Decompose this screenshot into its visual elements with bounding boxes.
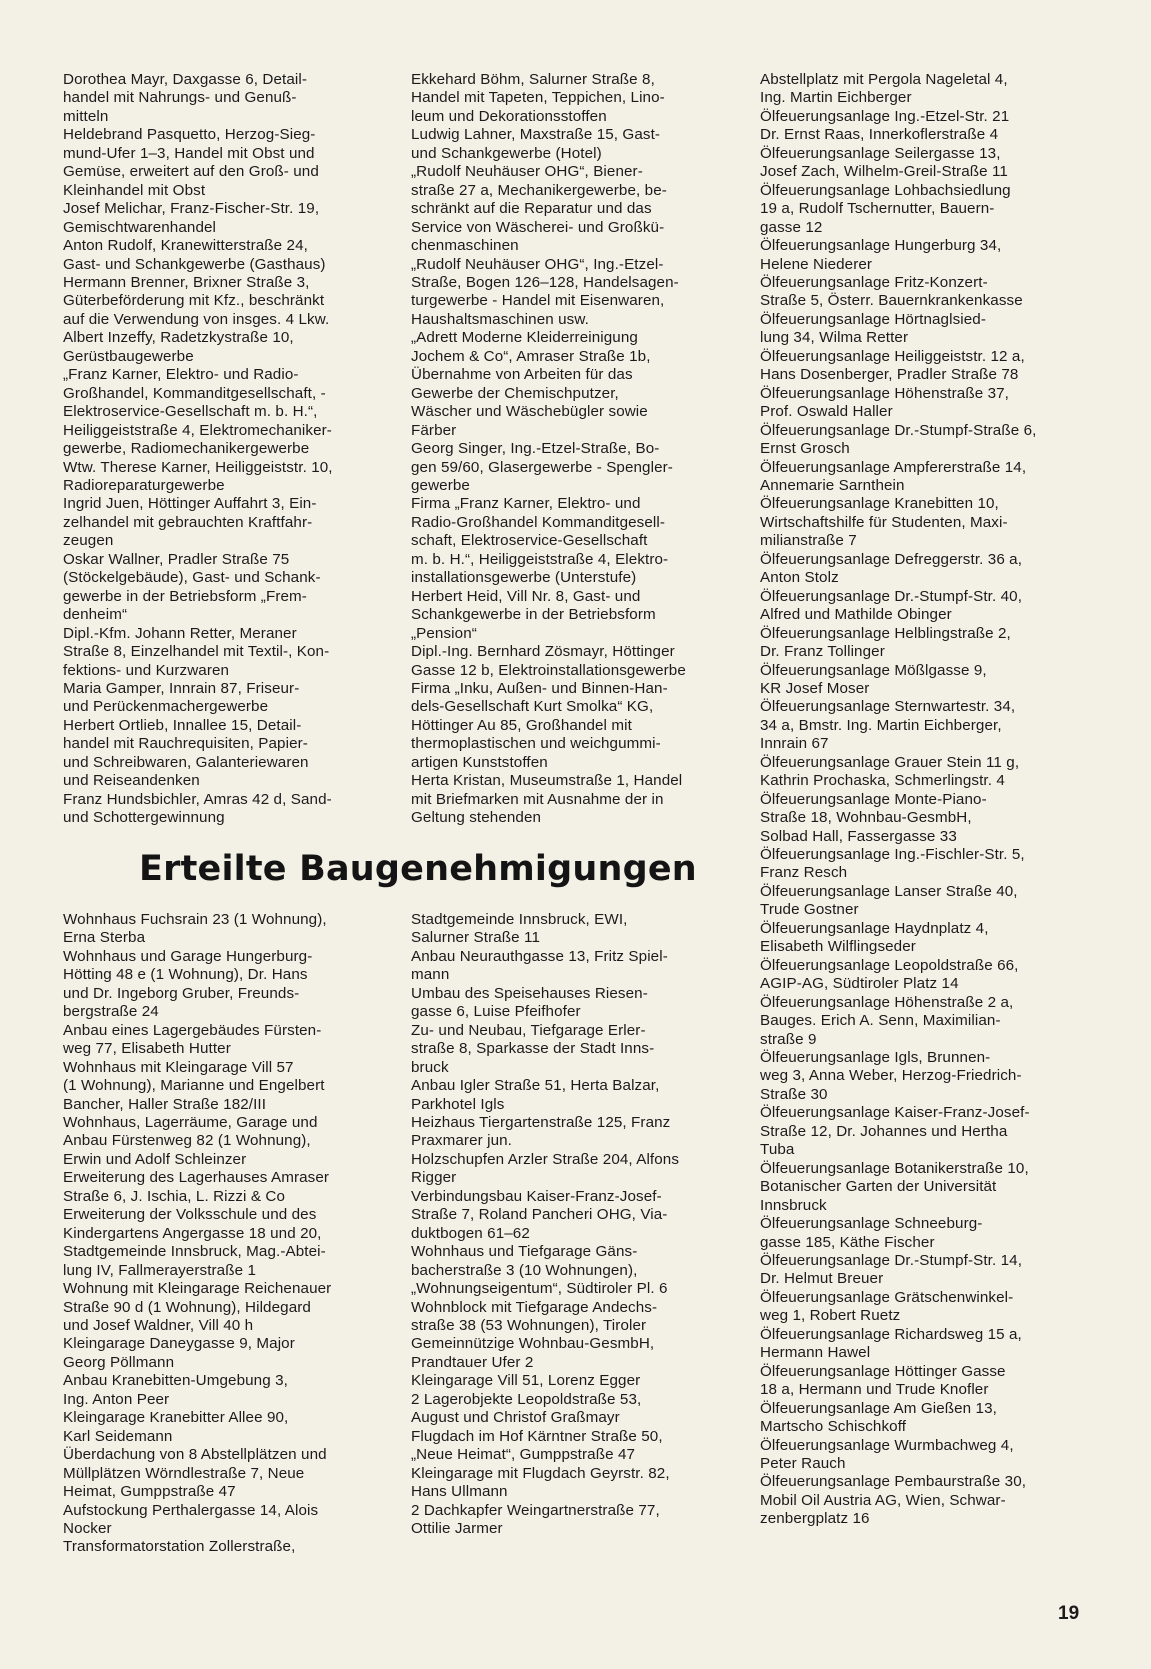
list-entry: Ölfeuerungsanlage Wurmbachweg 4, Peter Rauch (760, 1436, 1014, 1472)
list-entry: Ölfeuerungsanlage Kranebitten 10, Wirtschaftshilfe für Studenten, Maxi- milianstraße 7 (760, 495, 1008, 550)
list-entry: 2 Lagerobjekte Leopoldstraße 53, August und Christof Graßmayr (411, 1390, 642, 1427)
list-entry: Wohnhaus und Garage Hungerburg- Hötting 48 e (1 Wohnung), Dr. Hans und Dr. Ingeborg Gruber, Freunds- bergstraße 24 (63, 947, 313, 1021)
list-entry: Ölfeuerungsanlage Dr.-Stumpf-Str. 14, Dr. Helmut Breuer (760, 1252, 1023, 1288)
list-entry: Anbau Kranebitten-Umgebung 3, Ing. Anton Peer (63, 1372, 288, 1408)
list-entry: Kleingarage Kranebitter Allee 90, Karl Seidemann (63, 1409, 289, 1445)
list-entry: Ölfeuerungsanlage Haydnplatz 4, Elisabeth Wilflingseder (760, 919, 989, 956)
list-entry: Ölfeuerungsanlage Am Gießen 13, Martscho Schischkoff (760, 1399, 997, 1436)
list-entry: Ölfeuerungsanlage Botanikerstraße 10, Botanischer Garten der Universität Innsbruck (760, 1159, 1029, 1214)
list-entry: Ölfeuerungsanlage Höhenstraße 2 a, Bauges. Erich A. Senn, Maximilian- straße 9 (760, 993, 1014, 1048)
list-entry: Heldebrand Pasquetto, Herzog-Sieg- mund-Ufer 1–3, Handel mit Obst und Gemüse, erweitert auf den Groß- und Kleinhandel mit Obst (63, 126, 319, 199)
list-entry: Ölfeuerungsanlage Pembaurstraße 30, Mobil Oil Austria AG, Wien, Schwar- zenbergplatz 16 (760, 1473, 1027, 1528)
trade-permits-column-1 (63, 71, 383, 828)
list-entry: Kleingarage mit Flugdach Geyrstr. 82, Hans Ullmann (411, 1464, 670, 1501)
list-entry: Verbindungsbau Kaiser-Franz-Josef- Straße 7, Roland Pancheri OHG, Via- duktbogen 61–62 (411, 1187, 668, 1242)
list-entry: Ingrid Juen, Höttinger Auffahrt 3, Ein- zelhandel mit gebrauchten Kraftfahr- zeugen (63, 495, 317, 550)
trade-permits-column-2 (411, 71, 736, 828)
list-entry: Wohnblock mit Tiefgarage Andechs- straße 38 (53 Wohnungen), Tiroler Gemeinnützige Wohnbau-GesmbH, Prandtauer Ufer 2 (411, 1298, 658, 1371)
list-entry: Dipl.-Kfm. Johann Retter, Meraner Straße 8, Einzelhandel mit Textil-, Kon- fektions- und Kurzwaren (63, 624, 330, 679)
list-entry: Ölfeuerungsanlage Hungerburg 34, Helene Niederer (760, 237, 1002, 273)
list-entry: „Rudolf Neuhäuser OHG“, Biener- straße 27 a, Mechanikergewerbe, be- schränkt auf die Reparatur und das Service von Wäscherei- und Großkü- chenmaschinen (411, 163, 667, 255)
list-entry: Abstellplatz mit Pergola Nageletal 4, Ing. Martin Eichberger (760, 71, 1008, 107)
list-entry: Erweiterung des Lagerhauses Amraser Straße 6, J. Ischia, L. Rizzi & Co (63, 1169, 330, 1205)
list-entry: Herbert Heid, Vill Nr. 8, Gast- und Schankgewerbe in der Betriebsform „Pension“ (411, 587, 656, 642)
list-entry: Dipl.-Ing. Bernhard Zösmayr, Höttinger Gasse 12 b, Elektroinstallationsgewerbe (411, 643, 686, 679)
list-entry: Wtw. Therese Karner, Heiliggeiststr. 10, Radioreparaturgewerbe (63, 458, 333, 494)
list-entry: Ekkehard Böhm, Salurner Straße 8, Handel mit Tapeten, Teppichen, Lino- leum und Dekorationsstoffen (411, 71, 665, 125)
list-entry: Ölfeuerungsanlage Kaiser-Franz-Josef- Straße 12, Dr. Johannes und Hertha Tuba (760, 1104, 1030, 1159)
list-entry: Albert Inzeffy, Radetzkystraße 10, Gerüstbaugewerbe (63, 329, 294, 365)
list-entry: Transformatorstation Zollerstraße, (63, 1538, 296, 1556)
list-entry: Ölfeuerungsanlage Mößlgasse 9, KR Josef Moser (760, 661, 987, 697)
list-entry: Erweiterung der Volksschule und des Kindergartens Angergasse 18 und 20, Stadtgemeinde Innsbruck, Mag.-Abtei- lung IV, Fallmerayerstraße 1 (63, 1206, 326, 1279)
list-entry: Ölfeuerungsanlage Dr.-Stumpf-Str. 40, Alfred und Mathilde Obinger (760, 587, 1023, 624)
list-entry: Ludwig Lahner, Maxstraße 15, Gast- und Schankgewerbe (Hotel) (411, 126, 661, 162)
list-entry: Anton Rudolf, Kranewitterstraße 24, Gast- und Schankgewerbe (Gasthaus) (63, 237, 326, 273)
building-permits-column-2 (411, 911, 736, 1538)
list-entry: Zu- und Neubau, Tiefgarage Erler- straße 8, Sparkasse der Stadt Inns- bruck (411, 1021, 655, 1076)
list-entry: Anbau Neurauthgasse 13, Fritz Spiel- mann (411, 947, 668, 984)
list-entry: Firma „Franz Karner, Elektro- und Radio-Großhandel Kommanditgesell- schaft, Elektroservice-Gesellschaft m. b. H.“, Heiliggeiststraße 4, Elektro- installationsgewerbe (Unterstufe) (411, 495, 669, 587)
list-entry: Ölfeuerungsanlage Ing.-Fischler-Str. 5, Franz Resch (760, 846, 1025, 882)
list-entry: Ölfeuerungsanlage Richardsweg 15 a, Hermann Hawel (760, 1325, 1022, 1362)
list-entry: Ölfeuerungsanlage Fritz-Konzert- Straße 5, Österr. Bauernkrankenkasse (760, 273, 1023, 310)
building-permits-column-1 (63, 911, 383, 1557)
list-entry: Kleingarage Vill 51, Lorenz Egger (411, 1372, 641, 1390)
list-entry: 2 Dachkapfer Weingartnerstraße 77, Ottilie Jarmer (411, 1501, 660, 1537)
list-entry: Ölfeuerungsanlage Helblingstraße 2, Dr. Franz Tollinger (760, 624, 1011, 661)
list-entry: Ölfeuerungsanlage Dr.-Stumpf-Straße 6, Ernst Grosch (760, 421, 1037, 458)
list-entry: Ölfeuerungsanlage Igls, Brunnen- weg 3, Anna Weber, Herzog-Friedrich- Straße 30 (760, 1049, 1022, 1103)
list-entry: Ölfeuerungsanlage Höttinger Gasse 18 a, Hermann und Trude Knofler (760, 1362, 1006, 1399)
list-entry: Maria Gamper, Innrain 87, Friseur- und Perückenmachergewerbe (63, 679, 300, 716)
list-entry: Ölfeuerungsanlage Hörtnaglsied- lung 34, Wilma Retter (760, 310, 986, 347)
list-entry: Wohnhaus und Tiefgarage Gäns- bacherstraße 3 (10 Wohnungen), „Wohnungseigentum“, Südtiroler Pl. 6 (411, 1243, 668, 1298)
list-entry: Kleingarage Daneygasse 9, Major Georg Pöllmann (63, 1335, 295, 1371)
list-entry: Herta Kristan, Museumstraße 1, Handel mit Briefmarken mit Ausnahme der in Geltung stehenden (411, 772, 683, 827)
list-entry: Ölfeuerungsanlage Höhenstraße 37, Prof. Oswald Haller (760, 384, 1009, 421)
list-entry: Ölfeuerungsanlage Defreggerstr. 36 a, Anton Stolz (760, 550, 1023, 587)
list-entry: Holzschupfen Arzler Straße 204, Alfons Rigger (411, 1150, 680, 1187)
list-entry: Herbert Ortlieb, Innallee 15, Detail- handel mit Rauchrequisiten, Papier- und Schreibwaren, Galanteriewaren und Reiseandenken (63, 716, 309, 790)
list-entry: „Franz Karner, Elektro- und Radio- Großhandel, Kommanditgesellschaft, - Elektroservice-Gesellschaft m. b. H.“, Heiliggeiststraße 4, Elektromechaniker- gewerbe, Radiomechanikergewerbe (63, 366, 332, 458)
list-entry: Ölfeuerungsanlage Grätschenwinkel- weg 1, Robert Ruetz (760, 1288, 1014, 1325)
list-entry: „Adrett Moderne Kleiderreinigung Jochem & Co“, Amraser Straße 1b, Übernahme von Arbeiten für das Gewerbe der Chemischputzer, Wäscher und Wäschebügler sowie Färber (411, 329, 651, 439)
list-entry: Wohnhaus mit Kleingarage Vill 57 (1 Wohnung), Marianne und Engelbert Bancher, Haller Straße 182/III (63, 1058, 325, 1113)
list-entry: Heizhaus Tiergartenstraße 125, Franz Praxmarer jun. (411, 1113, 671, 1150)
list-entry: Überdachung von 8 Abstellplätzen und Müllplätzen Wörndlestraße 7, Neue Heimat, Gumppstraße 47 (63, 1446, 327, 1501)
list-entry: Dorothea Mayr, Daxgasse 6, Detail- handel mit Nahrungs- und Genuß- mitteln (63, 71, 307, 125)
list-entry: Ölfeuerungsanlage Sternwartestr. 34, 34 a, Bmstr. Ing. Martin Eichberger, Innrain 67 (760, 698, 1016, 753)
list-entry: Ölfeuerungsanlage Seilergasse 13, Josef Zach, Wilhelm-Greil-Straße 11 (760, 144, 1008, 181)
page-number: 19 (1058, 1603, 1080, 1624)
list-entry: Hermann Brenner, Brixner Straße 3, Güterbeförderung mit Kfz., beschränkt auf die Verwendung von insges. 4 Lkw. (63, 273, 330, 328)
list-entry: Wohnhaus Fuchsrain 23 (1 Wohnung), Erna Sterba (63, 911, 327, 947)
list-entry: Ölfeuerungsanlage Leopoldstraße 66, AGIP-AG, Südtiroler Platz 14 (760, 956, 1019, 993)
list-entry: Josef Melichar, Franz-Fischer-Str. 19, Gemischtwarenhandel (63, 200, 320, 236)
list-entry: Franz Hundsbichler, Amras 42 d, Sand- und Schottergewinnung (63, 790, 332, 827)
list-entry: Ölfeuerungsanlage Lanser Straße 40, Trude Gostner (760, 882, 1018, 919)
list-entry: Ölfeuerungsanlage Monte-Piano- Straße 18, Wohnbau-GesmbH, Solbad Hall, Fassergasse 33 (760, 790, 987, 845)
list-entry: Ölfeuerungsanlage Ampfererstraße 14, Annemarie Sarnthein (760, 458, 1027, 494)
list-entry: Anbau eines Lagergebäudes Fürsten- weg 77, Elisabeth Hutter (63, 1021, 322, 1058)
list-entry: Ölfeuerungsanlage Schneeburg- gasse 185, Käthe Fischer (760, 1215, 983, 1251)
list-entry: Ölfeuerungsanlage Grauer Stein 11 g, Kathrin Prochaska, Schmerlingstr. 4 (760, 753, 1020, 790)
list-entry: Ölfeuerungsanlage Lohbachsiedlung 19 a, Rudolf Tschernutter, Bauern- gasse 12 (760, 181, 1011, 236)
list-entry: Ölfeuerungsanlage Ing.-Etzel-Str. 21 Dr. Ernst Raas, Innerkoflerstraße 4 (760, 107, 1010, 144)
section-heading: Erteilte Baugenehmigungen (139, 849, 697, 889)
list-entry: Ölfeuerungsanlage Heiliggeiststr. 12 a, Hans Dosenberger, Pradler Straße 78 (760, 347, 1025, 384)
list-entry: Wohnung mit Kleingarage Reichenauer Straße 90 d (1 Wohnung), Hildegard und Josef Waldner, Vill 40 h (63, 1280, 332, 1334)
list-entry: „Rudolf Neuhäuser OHG“, Ing.-Etzel- Straße, Bogen 126–128, Handelsagen- turgewerbe - Handel mit Eisenwaren, Haushaltsmaschinen usw. (411, 255, 679, 328)
list-entry: Umbau des Speisehauses Riesen- gasse 6, Luise Pfeifhofer (411, 984, 648, 1021)
list-entry: Anbau Igler Straße 51, Herta Balzar, Parkhotel Igls (411, 1077, 660, 1113)
list-entry: Aufstockung Perthalergasse 14, Alois Nocker (63, 1501, 319, 1537)
list-entry: Firma „Inku, Außen- und Binnen-Han- dels-Gesellschaft Kurt Smolka“ KG, Höttinger Au 85, Großhandel mit thermoplastischen und weichgummi- artigen Kunststoffen (411, 679, 668, 771)
list-entry: Wohnhaus, Lagerräume, Garage und Anbau Fürstenweg 82 (1 Wohnung), Erwin und Adolf Schleinzer (63, 1113, 318, 1168)
list-entry: Flugdach im Hof Kärntner Straße 50, „Neue Heimat“, Gumppstraße 47 (411, 1427, 663, 1464)
list-entry: Stadtgemeinde Innsbruck, EWI, Salurner Straße 11 (411, 911, 628, 947)
list-entry: Georg Singer, Ing.-Etzel-Straße, Bo- gen 59/60, Glasergewerbe - Spengler- gewerbe (411, 440, 673, 494)
list-entry: Oskar Wallner, Pradler Straße 75 (Stöckelgebäude), Gast- und Schank- gewerbe in der Betriebsform „Frem- denheim“ (63, 550, 321, 624)
building-permits-column-3 (760, 71, 1090, 1529)
